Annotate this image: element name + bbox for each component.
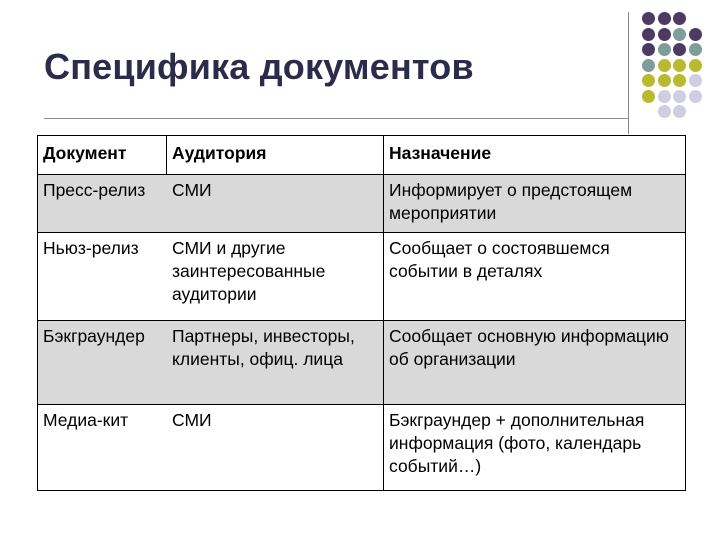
- cell-purpose: Сообщает основную информацию об организации: [384, 321, 686, 405]
- decorative-dot: [658, 90, 671, 103]
- table-row: [38, 405, 686, 491]
- decorative-dot: [689, 43, 702, 56]
- cell-audience: СМИ и другие заинтересованные аудитории: [167, 233, 384, 321]
- decorative-dot: [658, 105, 671, 118]
- header-purpose: Назначение: [384, 136, 686, 175]
- decorative-dot: [673, 12, 686, 25]
- cell-document: Бэкграундер: [38, 321, 167, 405]
- decorative-dot: [673, 74, 686, 87]
- cell-audience: СМИ: [167, 175, 384, 233]
- decorative-dot: [642, 90, 655, 103]
- decorative-dot: [689, 59, 702, 72]
- decorative-dot: [689, 74, 702, 87]
- cell-purpose: Бэкграундер + дополнительная информация (фото, календарь событий…): [384, 405, 686, 491]
- table-row: [38, 321, 686, 405]
- slide-title: Специфика документов: [44, 46, 474, 87]
- decorative-dot: [689, 28, 702, 41]
- decorative-dot: [673, 43, 686, 56]
- decorative-dot: [658, 12, 671, 25]
- vertical-divider: [628, 12, 629, 134]
- decorative-dot: [673, 59, 686, 72]
- table-row: [38, 175, 686, 233]
- cell-audience: Партнеры, инвесторы, клиенты, офиц. лица: [167, 321, 384, 405]
- decorative-dot: [642, 43, 655, 56]
- documents-table: [37, 135, 686, 491]
- cell-purpose: Информирует о предстоящем мероприятии: [384, 175, 686, 233]
- cell-document: Пресс-релиз: [38, 175, 167, 233]
- table-row: [38, 233, 686, 321]
- decorative-dot: [673, 105, 686, 118]
- cell-purpose: Сообщает о состоявшемся событии в деталях: [384, 233, 686, 321]
- cell-document: Медиа-кит: [38, 405, 167, 491]
- decorative-dot: [689, 90, 702, 103]
- decorative-dot: [658, 59, 671, 72]
- decorative-dot: [642, 74, 655, 87]
- cell-document: Ньюз-релиз: [38, 233, 167, 321]
- decorative-dot: [642, 28, 655, 41]
- decorative-dot: [642, 12, 655, 25]
- decorative-dot: [658, 28, 671, 41]
- decorative-dot: [673, 90, 686, 103]
- title-divider: [44, 118, 628, 119]
- decorative-dot: [673, 28, 686, 41]
- decorative-dot: [642, 59, 655, 72]
- table-header-row: [38, 136, 686, 175]
- header-audience: Аудитория: [167, 136, 384, 175]
- decorative-dot: [658, 43, 671, 56]
- decorative-dot: [658, 74, 671, 87]
- cell-audience: СМИ: [167, 405, 384, 491]
- header-document: Документ: [38, 136, 167, 175]
